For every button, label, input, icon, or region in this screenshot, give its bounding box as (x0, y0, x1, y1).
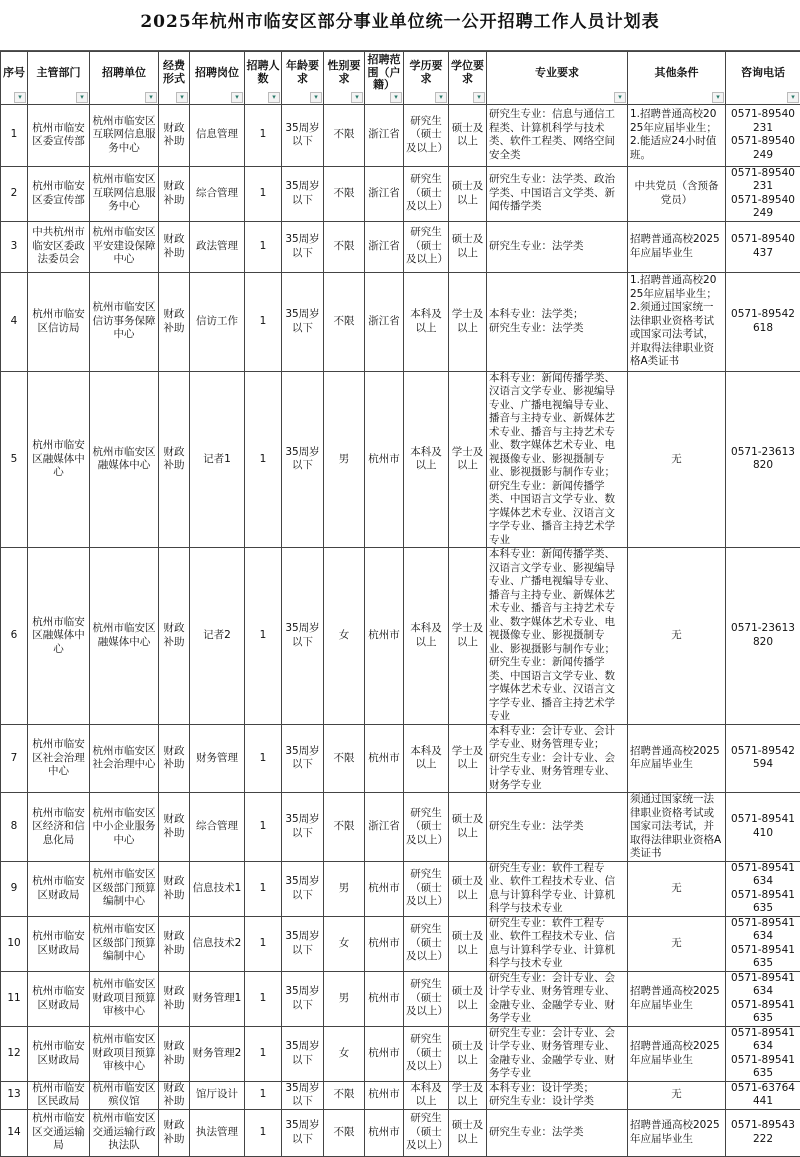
header-row (1, 52, 800, 105)
cell-education: 研究生（硕士及以上） (404, 861, 449, 916)
cell-residence: 杭州市 (365, 971, 404, 1026)
column-header-education (404, 52, 449, 105)
cell-gender: 女 (324, 916, 365, 971)
cell-unit: 杭州市临安区区级部门预算编制中心 (90, 916, 159, 971)
cell-residence: 杭州市 (365, 724, 404, 793)
cell-residence: 浙江省 (365, 104, 404, 166)
table-row (1, 371, 800, 548)
cell-position: 信息技术2 (190, 916, 245, 971)
filter-dropdown-icon[interactable]: ▾ (473, 92, 485, 103)
cell-gender: 不限 (324, 221, 365, 272)
cell-phone: 0571-89540437 (726, 221, 800, 272)
filter-dropdown-icon[interactable]: ▾ (76, 92, 88, 103)
cell-count: 1 (245, 724, 282, 793)
column-header-phone (726, 52, 800, 105)
cell-major: 研究生专业：会计专业、会计学专业、财务管理专业、金融专业、金融学专业、财务学专业 (487, 971, 628, 1026)
cell-index: 7 (1, 724, 28, 793)
cell-index: 14 (1, 1109, 28, 1156)
column-header-label: 性别要求 (325, 60, 363, 85)
cell-funding: 财政补助 (159, 1109, 190, 1156)
table-row (1, 104, 800, 166)
table-row (1, 1081, 800, 1109)
filter-dropdown-icon[interactable]: ▾ (268, 92, 280, 103)
cell-unit: 杭州市临安区中小企业服务中心 (90, 793, 159, 862)
cell-age: 35周岁以下 (282, 916, 324, 971)
table-row (1, 1026, 800, 1081)
cell-education: 本科及以上 (404, 548, 449, 725)
cell-position: 执法管理 (190, 1109, 245, 1156)
cell-degree: 硕士及以上 (449, 104, 487, 166)
cell-other-conditions: 无 (628, 371, 726, 548)
cell-funding: 财政补助 (159, 1026, 190, 1081)
cell-funding: 财政补助 (159, 916, 190, 971)
table-row (1, 971, 800, 1026)
cell-department: 杭州市临安区社会治理中心 (28, 724, 90, 793)
cell-age: 35周岁以下 (282, 724, 324, 793)
cell-count: 1 (245, 1026, 282, 1081)
column-header-label: 咨询电话 (727, 67, 799, 80)
cell-funding: 财政补助 (159, 548, 190, 725)
cell-age: 35周岁以下 (282, 221, 324, 272)
cell-position: 财务管理2 (190, 1026, 245, 1081)
cell-unit: 杭州市临安区财政项目预算审核中心 (90, 971, 159, 1026)
cell-index: 10 (1, 916, 28, 971)
table-row (1, 1109, 800, 1156)
cell-residence: 杭州市 (365, 861, 404, 916)
cell-major: 研究生专业：法学类 (487, 221, 628, 272)
cell-index: 1 (1, 104, 28, 166)
cell-funding: 财政补助 (159, 1081, 190, 1109)
table-row (1, 548, 800, 725)
cell-age: 35周岁以下 (282, 272, 324, 371)
cell-position: 财务管理1 (190, 971, 245, 1026)
cell-funding: 财政补助 (159, 724, 190, 793)
cell-major: 研究生专业：法学类、政治学类、中国语言文学类、新闻传播学类 (487, 166, 628, 221)
cell-department: 杭州市临安区信访局 (28, 272, 90, 371)
filter-dropdown-icon[interactable]: ▾ (231, 92, 243, 103)
cell-phone: 0571-89541634 0571-89541635 (726, 861, 800, 916)
cell-position: 信息技术1 (190, 861, 245, 916)
cell-age: 35周岁以下 (282, 1109, 324, 1156)
column-header-label: 招聘岗位 (191, 67, 243, 80)
column-header-label: 学历要求 (405, 60, 447, 85)
cell-phone: 0571-89541634 0571-89541635 (726, 971, 800, 1026)
cell-funding: 财政补助 (159, 272, 190, 371)
cell-unit: 杭州市临安区信访事务保障中心 (90, 272, 159, 371)
cell-age: 35周岁以下 (282, 371, 324, 548)
cell-residence: 浙江省 (365, 221, 404, 272)
table-body (1, 104, 800, 1156)
cell-residence: 杭州市 (365, 548, 404, 725)
cell-department: 杭州市临安区交通运输局 (28, 1109, 90, 1156)
cell-phone: 0571-89540231 0571-89540249 (726, 104, 800, 166)
cell-education: 研究生（硕士及以上） (404, 916, 449, 971)
table-row (1, 272, 800, 371)
cell-degree: 学士及以上 (449, 724, 487, 793)
cell-phone: 0571-23613820 (726, 371, 800, 548)
cell-index: 4 (1, 272, 28, 371)
column-header-position (190, 52, 245, 105)
column-header-gender (324, 52, 365, 105)
cell-education: 研究生（硕士及以上） (404, 104, 449, 166)
cell-education: 研究生（硕士及以上） (404, 1026, 449, 1081)
cell-degree: 硕士及以上 (449, 1026, 487, 1081)
cell-education: 本科及以上 (404, 724, 449, 793)
cell-education: 本科及以上 (404, 371, 449, 548)
column-header-label: 序号 (2, 67, 26, 80)
filter-dropdown-icon[interactable]: ▾ (614, 92, 626, 103)
cell-count: 1 (245, 793, 282, 862)
recruitment-table (0, 51, 800, 1157)
column-header-label: 其他条件 (629, 67, 724, 80)
cell-count: 1 (245, 221, 282, 272)
cell-unit: 杭州市临安区互联网信息服务中心 (90, 166, 159, 221)
cell-gender: 不限 (324, 1109, 365, 1156)
column-header-count (245, 52, 282, 105)
cell-unit: 杭州市临安区融媒体中心 (90, 548, 159, 725)
column-header-label: 年龄要求 (283, 60, 322, 85)
cell-phone: 0571-89540231 0571-89540249 (726, 166, 800, 221)
cell-major: 研究生专业：法学类 (487, 793, 628, 862)
cell-count: 1 (245, 166, 282, 221)
cell-unit: 杭州市临安区殡仪馆 (90, 1081, 159, 1109)
column-header-funding (159, 52, 190, 105)
cell-residence: 杭州市 (365, 1081, 404, 1109)
table-row (1, 724, 800, 793)
table-row (1, 916, 800, 971)
cell-education: 研究生（硕士及以上） (404, 221, 449, 272)
cell-age: 35周岁以下 (282, 971, 324, 1026)
filter-dropdown-icon[interactable]: ▾ (14, 92, 26, 103)
cell-index: 2 (1, 166, 28, 221)
filter-dropdown-icon[interactable]: ▾ (390, 92, 402, 103)
cell-other-conditions: 无 (628, 548, 726, 725)
page-title: 2025年杭州市临安区部分事业单位统一公开招聘工作人员计划表 (0, 0, 800, 51)
cell-department: 杭州市临安区融媒体中心 (28, 371, 90, 548)
cell-residence: 浙江省 (365, 166, 404, 221)
cell-unit: 杭州市临安区交通运输行政执法队 (90, 1109, 159, 1156)
cell-major: 本科专业：新闻传播学类、汉语言文学专业、影视编导专业、广播电视编导专业、播音与主持专业、新媒体艺术专业、播音与主持艺术专业、数字媒体艺术专业、电视摄像专业、影视摄制专业、影视摄影与制作专业； 研究生专业：新闻传播学类、中国语言文学专业、数字媒体艺术专业、汉语言文字学专业、播音主持艺术学专业 (487, 548, 628, 725)
cell-other-conditions: 须通过国家统一法律职业资格考试或国家司法考试，并取得法律职业资格A类证书 (628, 793, 726, 862)
cell-major: 研究生专业：信息与通信工程类、计算机科学与技术类、软件工程类、网络空间安全类 (487, 104, 628, 166)
cell-count: 1 (245, 1109, 282, 1156)
cell-unit: 杭州市临安区区级部门预算编制中心 (90, 861, 159, 916)
filter-dropdown-icon[interactable]: ▾ (310, 92, 322, 103)
cell-other-conditions: 无 (628, 916, 726, 971)
cell-position: 政法管理 (190, 221, 245, 272)
cell-gender: 不限 (324, 793, 365, 862)
cell-funding: 财政补助 (159, 861, 190, 916)
column-header-label: 招聘人数 (246, 60, 280, 85)
column-header-age (282, 52, 324, 105)
cell-count: 1 (245, 272, 282, 371)
cell-education: 研究生（硕士及以上） (404, 1109, 449, 1156)
cell-count: 1 (245, 861, 282, 916)
cell-department: 杭州市临安区财政局 (28, 971, 90, 1026)
column-header-label: 主管部门 (29, 67, 88, 80)
filter-dropdown-icon[interactable]: ▾ (145, 92, 157, 103)
cell-major: 本科专业：新闻传播学类、汉语言文学专业、影视编导专业、广播电视编导专业、播音与主持专业、新媒体艺术专业、播音与主持艺术专业、数字媒体艺术专业、电视摄像专业、影视摄制专业、影视摄影与制作专业； 研究生专业：新闻传播学类、中国语言文学专业、数字媒体艺术专业、汉语言文字学专业、播音主持艺术学专业 (487, 371, 628, 548)
cell-degree: 学士及以上 (449, 1081, 487, 1109)
column-header-department (28, 52, 90, 105)
cell-age: 35周岁以下 (282, 166, 324, 221)
cell-position: 综合管理 (190, 166, 245, 221)
cell-phone: 0571-89541634 0571-89541635 (726, 916, 800, 971)
cell-residence: 浙江省 (365, 272, 404, 371)
cell-degree: 学士及以上 (449, 548, 487, 725)
cell-education: 本科及以上 (404, 272, 449, 371)
cell-major: 研究生专业：会计专业、会计学专业、财务管理专业、金融专业、金融学专业、财务学专业 (487, 1026, 628, 1081)
cell-other-conditions: 招聘普通高校2025年应届毕业生 (628, 1109, 726, 1156)
cell-other-conditions: 1.招聘普通高校2025年应届毕业生； 2.能适应24小时值班。 (628, 104, 726, 166)
cell-major: 研究生专业：软件工程专业、软件工程技术专业、信息与计算科学专业、计算机科学与技术专业 (487, 861, 628, 916)
table-row (1, 861, 800, 916)
column-header-degree (449, 52, 487, 105)
cell-gender: 不限 (324, 272, 365, 371)
cell-gender: 不限 (324, 1081, 365, 1109)
cell-position: 财务管理 (190, 724, 245, 793)
cell-education: 研究生（硕士及以上） (404, 971, 449, 1026)
cell-count: 1 (245, 916, 282, 971)
cell-residence: 浙江省 (365, 793, 404, 862)
cell-unit: 杭州市临安区融媒体中心 (90, 371, 159, 548)
cell-unit: 杭州市临安区平安建设保障中心 (90, 221, 159, 272)
cell-position: 信访工作 (190, 272, 245, 371)
cell-funding: 财政补助 (159, 221, 190, 272)
cell-index: 8 (1, 793, 28, 862)
cell-funding: 财政补助 (159, 166, 190, 221)
cell-count: 1 (245, 1081, 282, 1109)
cell-department: 杭州市临安区财政局 (28, 916, 90, 971)
cell-major: 研究生专业：软件工程专业、软件工程技术专业、信息与计算科学专业、计算机科学与技术专业 (487, 916, 628, 971)
filter-dropdown-icon[interactable]: ▾ (176, 92, 188, 103)
cell-other-conditions: 招聘普通高校2025年应届毕业生 (628, 221, 726, 272)
cell-position: 综合管理 (190, 793, 245, 862)
cell-degree: 学士及以上 (449, 371, 487, 548)
column-header-label: 学位要求 (450, 60, 485, 85)
cell-position: 记者2 (190, 548, 245, 725)
cell-degree: 硕士及以上 (449, 861, 487, 916)
column-header-residence (365, 52, 404, 105)
cell-index: 11 (1, 971, 28, 1026)
cell-other-conditions: 无 (628, 861, 726, 916)
cell-index: 9 (1, 861, 28, 916)
cell-gender: 女 (324, 1026, 365, 1081)
cell-department: 杭州市临安区财政局 (28, 861, 90, 916)
column-header-index (1, 52, 28, 105)
cell-index: 3 (1, 221, 28, 272)
cell-degree: 硕士及以上 (449, 971, 487, 1026)
cell-department: 杭州市临安区财政局 (28, 1026, 90, 1081)
cell-index: 13 (1, 1081, 28, 1109)
cell-phone: 0571-89542594 (726, 724, 800, 793)
filter-dropdown-icon[interactable]: ▾ (351, 92, 363, 103)
cell-age: 35周岁以下 (282, 793, 324, 862)
cell-degree: 硕士及以上 (449, 221, 487, 272)
cell-phone: 0571-63764441 (726, 1081, 800, 1109)
cell-age: 35周岁以下 (282, 1081, 324, 1109)
cell-phone: 0571-89541634 0571-89541635 (726, 1026, 800, 1081)
cell-position: 信息管理 (190, 104, 245, 166)
filter-dropdown-icon[interactable]: ▾ (787, 92, 799, 103)
cell-department: 杭州市临安区委宣传部 (28, 166, 90, 221)
cell-education: 研究生（硕士及以上） (404, 166, 449, 221)
cell-department: 杭州市临安区融媒体中心 (28, 548, 90, 725)
cell-department: 杭州市临安区经济和信息化局 (28, 793, 90, 862)
cell-degree: 硕士及以上 (449, 793, 487, 862)
cell-age: 35周岁以下 (282, 861, 324, 916)
cell-unit: 杭州市临安区互联网信息服务中心 (90, 104, 159, 166)
cell-funding: 财政补助 (159, 793, 190, 862)
cell-unit: 杭州市临安区财政项目预算审核中心 (90, 1026, 159, 1081)
cell-phone: 0571-89542618 (726, 272, 800, 371)
cell-funding: 财政补助 (159, 971, 190, 1026)
column-header-label: 招聘范围（户籍） (366, 54, 402, 92)
cell-index: 6 (1, 548, 28, 725)
filter-dropdown-icon[interactable]: ▾ (435, 92, 447, 103)
cell-degree: 硕士及以上 (449, 916, 487, 971)
column-header-other-conditions (628, 52, 726, 105)
cell-funding: 财政补助 (159, 371, 190, 548)
cell-other-conditions: 无 (628, 1081, 726, 1109)
table-row (1, 166, 800, 221)
cell-degree: 硕士及以上 (449, 166, 487, 221)
cell-index: 12 (1, 1026, 28, 1081)
cell-funding: 财政补助 (159, 104, 190, 166)
table-row (1, 793, 800, 862)
cell-phone: 0571-89541410 (726, 793, 800, 862)
cell-education: 研究生（硕士及以上） (404, 793, 449, 862)
column-header-unit (90, 52, 159, 105)
cell-gender: 男 (324, 971, 365, 1026)
cell-gender: 女 (324, 548, 365, 725)
cell-unit: 杭州市临安区社会治理中心 (90, 724, 159, 793)
cell-gender: 不限 (324, 104, 365, 166)
cell-position: 馆厅设计 (190, 1081, 245, 1109)
column-header-label: 专业要求 (488, 67, 626, 80)
filter-dropdown-icon[interactable]: ▾ (712, 92, 724, 103)
cell-other-conditions: 招聘普通高校2025年应届毕业生 (628, 724, 726, 793)
column-header-label: 招聘单位 (91, 67, 157, 80)
cell-other-conditions: 中共党员（含预备党员） (628, 166, 726, 221)
cell-gender: 男 (324, 861, 365, 916)
cell-residence: 杭州市 (365, 916, 404, 971)
cell-age: 35周岁以下 (282, 1026, 324, 1081)
cell-other-conditions: 招聘普通高校2025年应届毕业生 (628, 1026, 726, 1081)
cell-department: 中共杭州市临安区委政法委员会 (28, 221, 90, 272)
cell-gender: 男 (324, 371, 365, 548)
cell-count: 1 (245, 371, 282, 548)
cell-phone: 0571-23613820 (726, 548, 800, 725)
cell-major: 研究生专业：法学类 (487, 1109, 628, 1156)
cell-department: 杭州市临安区委宣传部 (28, 104, 90, 166)
cell-department: 杭州市临安区民政局 (28, 1081, 90, 1109)
cell-major: 本科专业：会计专业、会计学专业、财务管理专业； 研究生专业：会计专业、会计学专业、财务管理专业、财务学专业 (487, 724, 628, 793)
cell-education: 本科及以上 (404, 1081, 449, 1109)
cell-gender: 不限 (324, 724, 365, 793)
cell-count: 1 (245, 971, 282, 1026)
cell-degree: 硕士及以上 (449, 1109, 487, 1156)
cell-degree: 学士及以上 (449, 272, 487, 371)
cell-count: 1 (245, 104, 282, 166)
column-header-label: 经费形式 (160, 60, 188, 85)
column-header-major (487, 52, 628, 105)
cell-position: 记者1 (190, 371, 245, 548)
cell-gender: 不限 (324, 166, 365, 221)
cell-count: 1 (245, 548, 282, 725)
cell-other-conditions: 1.招聘普通高校2025年应届毕业生； 2.须通过国家统一法律职业资格考试或国家司法考试，并取得法律职业资格A类证书 (628, 272, 726, 371)
cell-phone: 0571-89543222 (726, 1109, 800, 1156)
cell-major: 本科专业：法学类； 研究生专业：法学类 (487, 272, 628, 371)
cell-residence: 杭州市 (365, 1109, 404, 1156)
cell-other-conditions: 招聘普通高校2025年应届毕业生 (628, 971, 726, 1026)
cell-age: 35周岁以下 (282, 104, 324, 166)
table-row (1, 221, 800, 272)
cell-residence: 杭州市 (365, 371, 404, 548)
cell-residence: 杭州市 (365, 1026, 404, 1081)
cell-major: 本科专业：设计学类； 研究生专业：设计学类 (487, 1081, 628, 1109)
cell-index: 5 (1, 371, 28, 548)
cell-age: 35周岁以下 (282, 548, 324, 725)
